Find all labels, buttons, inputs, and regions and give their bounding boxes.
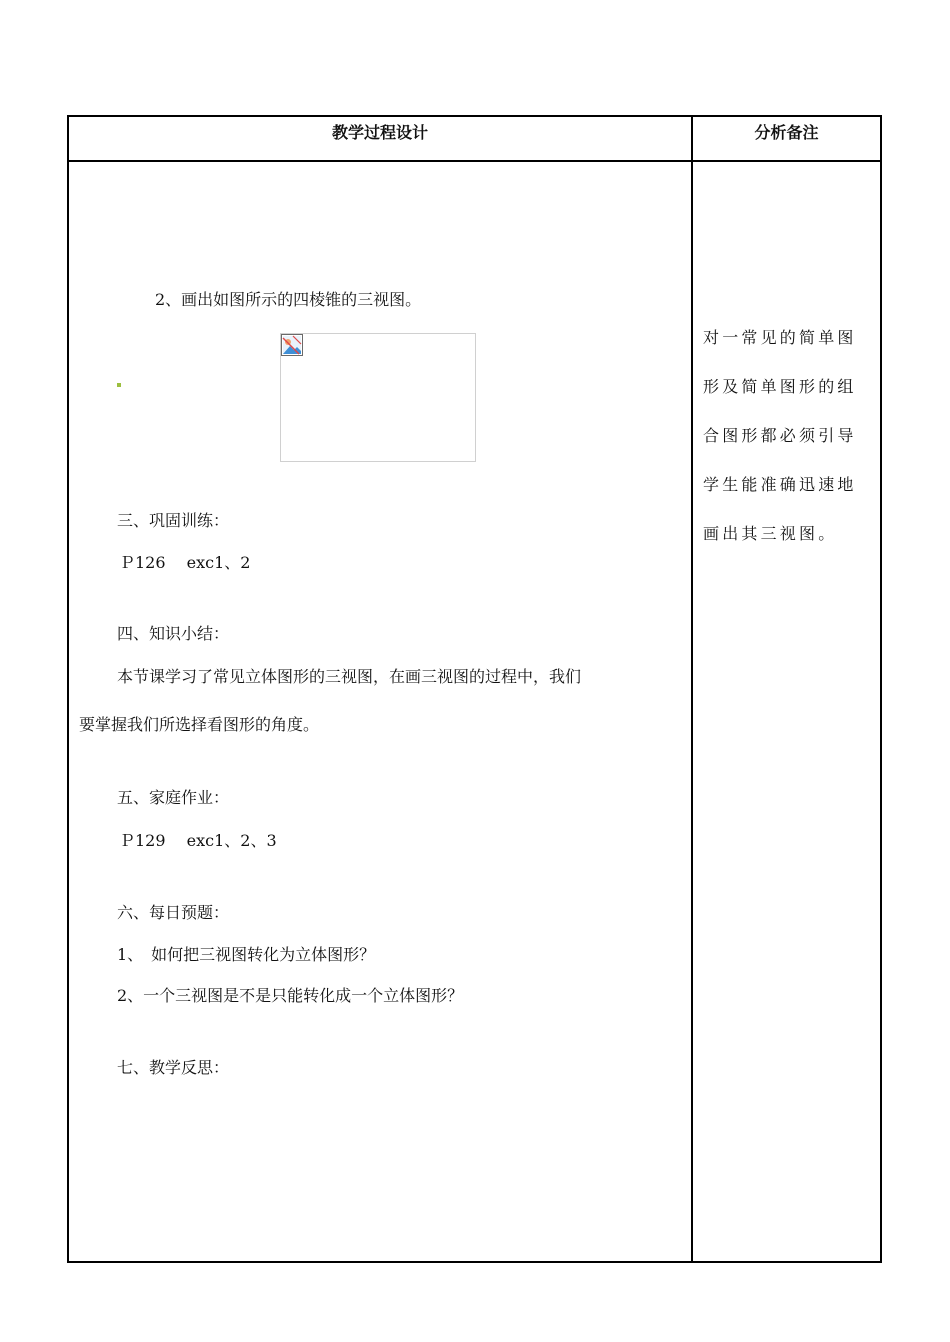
header-teaching-process: 教学过程设计: [331, 123, 428, 142]
section-4-line-1: 本节课学习了常见立体图形的三视图，在画三视图的过程中，我们: [117, 667, 582, 686]
header-analysis-notes: 分析备注: [754, 123, 819, 142]
analysis-note: 对一常见的简单图形及简单图形的组合图形都必须引导学生能准确迅速地画出其三视图。: [703, 328, 857, 543]
pyramid-figure-placeholder: [280, 333, 476, 462]
broken-image-icon: [281, 334, 303, 356]
section-4-line-2: 要掌握我们所选择看图形的角度。: [79, 715, 320, 734]
section-6-title: 六、每日预题：: [117, 903, 230, 922]
section-5-body: Ｐ129 exc1、2、3: [119, 831, 277, 850]
lesson-table: [67, 115, 882, 1263]
decorative-dot: [117, 383, 121, 387]
column-divider: [691, 117, 693, 1261]
section-4-title: 四、知识小结：: [117, 624, 230, 643]
task-2-text: 2、画出如图所示的四棱锥的三视图。: [155, 290, 422, 309]
section-3-title: 三、巩固训练：: [117, 511, 230, 530]
section-3-body: Ｐ126 exc1、2: [119, 553, 251, 572]
section-6-question-2: 2、一个三视图是不是只能转化成一个立体图形？: [117, 986, 464, 1005]
header-divider: [69, 160, 880, 162]
section-6-question-1: 1、 如何把三视图转化为立体图形？: [117, 945, 376, 964]
section-5-title: 五、家庭作业：: [117, 788, 230, 807]
section-7-title: 七、教学反思：: [117, 1058, 230, 1077]
